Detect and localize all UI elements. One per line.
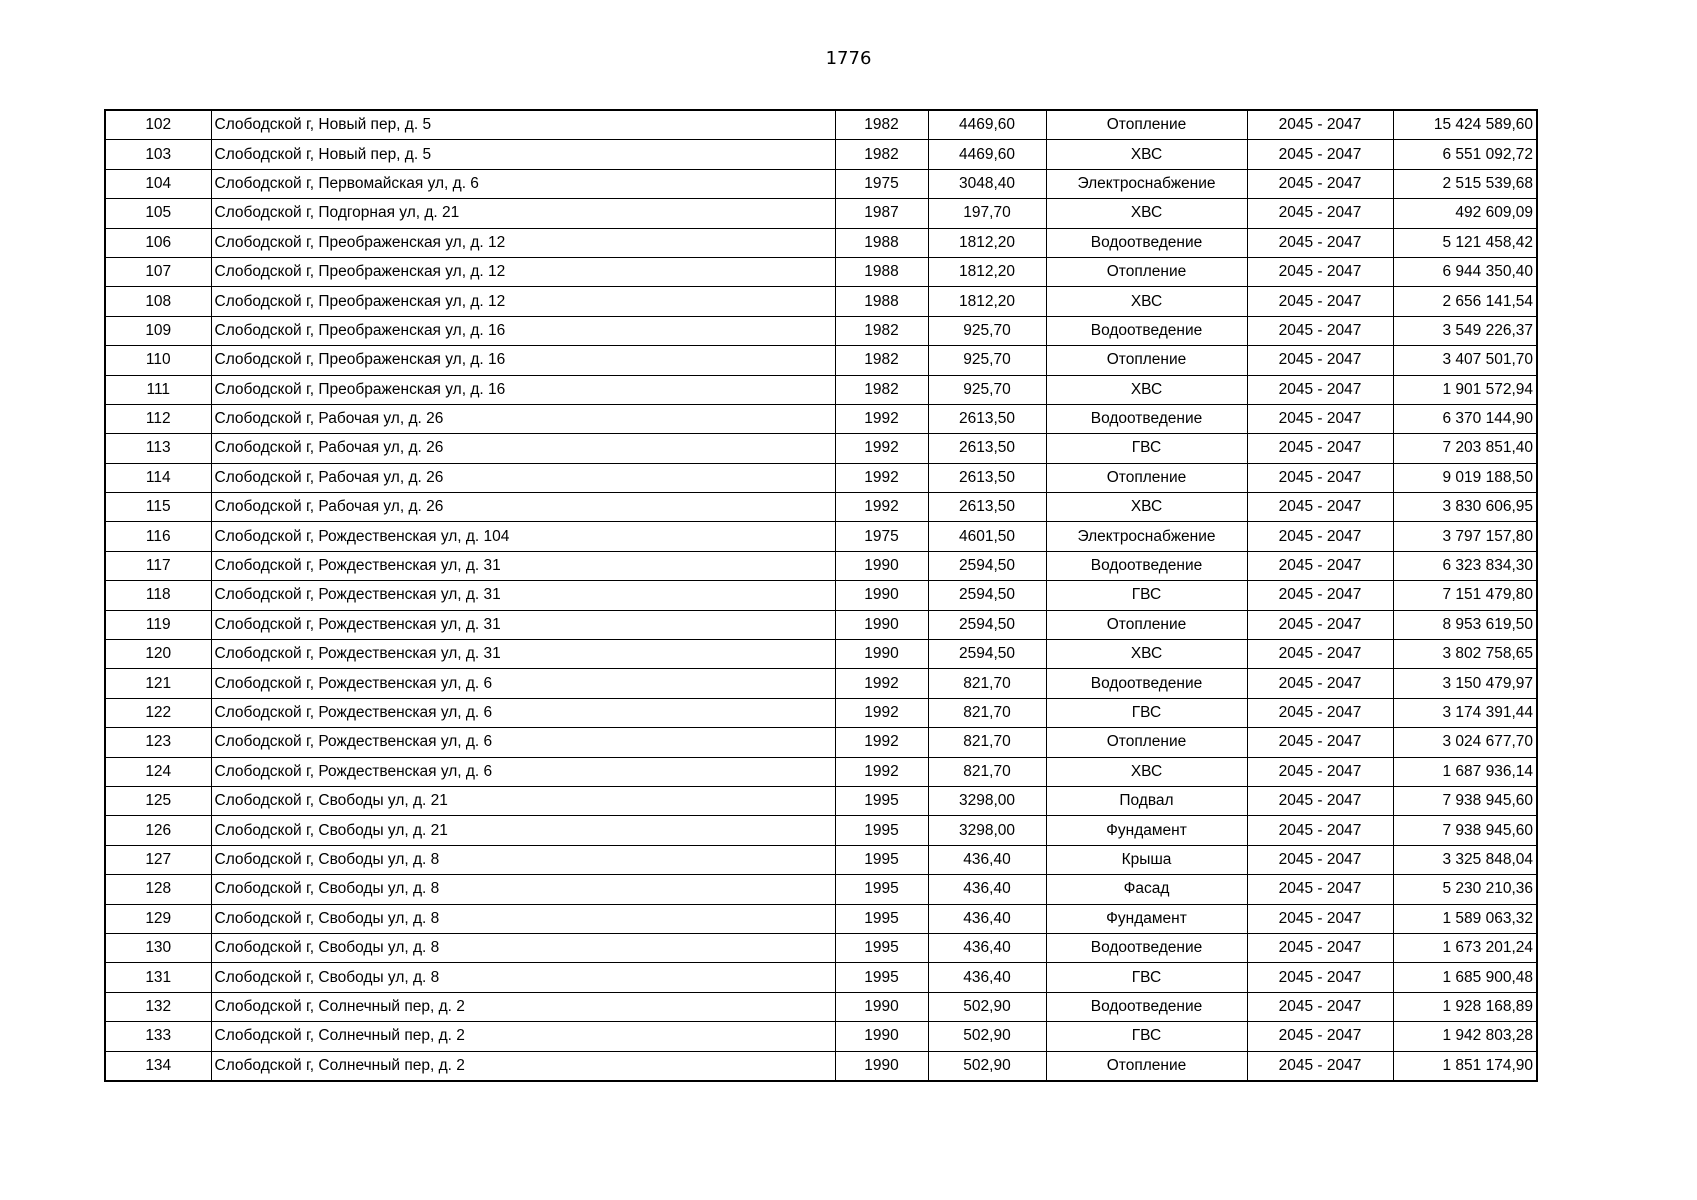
address-cell: Слободской г, Рождественская ул, д. 31 <box>211 610 835 639</box>
work-type-cell: Отопление <box>1046 346 1247 375</box>
area-cell: 502,90 <box>928 992 1046 1021</box>
row-number-cell: 127 <box>105 845 211 874</box>
row-number-cell: 131 <box>105 963 211 992</box>
year-cell: 1992 <box>835 404 928 433</box>
address-cell: Слободской г, Свободы ул, д. 8 <box>211 845 835 874</box>
table-row <box>105 228 1537 257</box>
cost-cell: 1 673 201,24 <box>1393 933 1537 962</box>
cost-cell: 8 953 619,50 <box>1393 610 1537 639</box>
row-number-cell: 114 <box>105 463 211 492</box>
year-cell: 1995 <box>835 786 928 815</box>
address-cell: Слободской г, Рождественская ул, д. 6 <box>211 757 835 786</box>
year-cell: 1990 <box>835 551 928 580</box>
year-cell: 1975 <box>835 169 928 198</box>
area-cell: 197,70 <box>928 199 1046 228</box>
row-number-cell: 134 <box>105 1051 211 1081</box>
row-number-cell: 113 <box>105 434 211 463</box>
cost-cell: 3 407 501,70 <box>1393 346 1537 375</box>
year-cell: 1995 <box>835 904 928 933</box>
period-cell: 2045 - 2047 <box>1247 728 1393 757</box>
period-cell: 2045 - 2047 <box>1247 169 1393 198</box>
address-cell: Слободской г, Солнечный пер, д. 2 <box>211 992 835 1021</box>
address-cell: Слободской г, Подгорная ул, д. 21 <box>211 199 835 228</box>
area-cell: 436,40 <box>928 845 1046 874</box>
table-row <box>105 404 1537 433</box>
address-cell: Слободской г, Новый пер, д. 5 <box>211 140 835 169</box>
page-number: 1776 <box>825 48 872 69</box>
area-cell: 436,40 <box>928 933 1046 962</box>
address-cell: Слободской г, Свободы ул, д. 8 <box>211 963 835 992</box>
work-type-cell: Подвал <box>1046 786 1247 815</box>
work-type-cell: Водоотведение <box>1046 404 1247 433</box>
work-type-cell: ХВС <box>1046 287 1247 316</box>
period-cell: 2045 - 2047 <box>1247 346 1393 375</box>
row-number-cell: 103 <box>105 140 211 169</box>
area-cell: 821,70 <box>928 757 1046 786</box>
area-cell: 2613,50 <box>928 493 1046 522</box>
table-row <box>105 757 1537 786</box>
year-cell: 1988 <box>835 228 928 257</box>
address-cell: Слободской г, Рождественская ул, д. 31 <box>211 640 835 669</box>
area-cell: 2594,50 <box>928 551 1046 580</box>
table-row <box>105 522 1537 551</box>
cost-cell: 1 589 063,32 <box>1393 904 1537 933</box>
cost-cell: 3 797 157,80 <box>1393 522 1537 551</box>
table-row <box>105 933 1537 962</box>
work-type-cell: Водоотведение <box>1046 551 1247 580</box>
year-cell: 1995 <box>835 875 928 904</box>
address-cell: Слободской г, Преображенская ул, д. 12 <box>211 257 835 286</box>
area-cell: 821,70 <box>928 669 1046 698</box>
work-type-cell: Фундамент <box>1046 904 1247 933</box>
year-cell: 1992 <box>835 493 928 522</box>
cost-cell: 3 174 391,44 <box>1393 698 1537 727</box>
work-type-cell: Водоотведение <box>1046 228 1247 257</box>
row-number-cell: 116 <box>105 522 211 551</box>
year-cell: 1990 <box>835 610 928 639</box>
year-cell: 1992 <box>835 669 928 698</box>
row-number-cell: 132 <box>105 992 211 1021</box>
cost-cell: 492 609,09 <box>1393 199 1537 228</box>
cost-cell: 1 901 572,94 <box>1393 375 1537 404</box>
address-cell: Слободской г, Солнечный пер, д. 2 <box>211 1051 835 1081</box>
period-cell: 2045 - 2047 <box>1247 786 1393 815</box>
work-type-cell: Отопление <box>1046 463 1247 492</box>
address-cell: Слободской г, Солнечный пер, д. 2 <box>211 1022 835 1051</box>
row-number-cell: 126 <box>105 816 211 845</box>
period-cell: 2045 - 2047 <box>1247 140 1393 169</box>
cost-cell: 1 928 168,89 <box>1393 992 1537 1021</box>
row-number-cell: 112 <box>105 404 211 433</box>
cost-cell: 6 370 144,90 <box>1393 404 1537 433</box>
row-number-cell: 128 <box>105 875 211 904</box>
year-cell: 1982 <box>835 375 928 404</box>
address-cell: Слободской г, Свободы ул, д. 8 <box>211 904 835 933</box>
cost-cell: 7 938 945,60 <box>1393 786 1537 815</box>
row-number-cell: 124 <box>105 757 211 786</box>
data-table <box>104 109 1538 1082</box>
cost-cell: 5 121 458,42 <box>1393 228 1537 257</box>
table-row <box>105 463 1537 492</box>
work-type-cell: ХВС <box>1046 199 1247 228</box>
table-row <box>105 1022 1537 1051</box>
address-cell: Слободской г, Рождественская ул, д. 6 <box>211 669 835 698</box>
work-type-cell: ХВС <box>1046 757 1247 786</box>
table-row <box>105 140 1537 169</box>
address-cell: Слободской г, Рабочая ул, д. 26 <box>211 493 835 522</box>
table-row <box>105 434 1537 463</box>
address-cell: Слободской г, Рождественская ул, д. 6 <box>211 698 835 727</box>
work-type-cell: Отопление <box>1046 728 1247 757</box>
address-cell: Слободской г, Первомайская ул, д. 6 <box>211 169 835 198</box>
table-row <box>105 845 1537 874</box>
period-cell: 2045 - 2047 <box>1247 404 1393 433</box>
address-cell: Слободской г, Рабочая ул, д. 26 <box>211 404 835 433</box>
period-cell: 2045 - 2047 <box>1247 110 1393 140</box>
period-cell: 2045 - 2047 <box>1247 963 1393 992</box>
year-cell: 1992 <box>835 728 928 757</box>
cost-cell: 7 151 479,80 <box>1393 581 1537 610</box>
row-number-cell: 115 <box>105 493 211 522</box>
area-cell: 436,40 <box>928 904 1046 933</box>
table-row <box>105 816 1537 845</box>
address-cell: Слободской г, Рабочая ул, д. 26 <box>211 434 835 463</box>
row-number-cell: 122 <box>105 698 211 727</box>
cost-cell: 2 515 539,68 <box>1393 169 1537 198</box>
period-cell: 2045 - 2047 <box>1247 228 1393 257</box>
period-cell: 2045 - 2047 <box>1247 1051 1393 1081</box>
cost-cell: 7 203 851,40 <box>1393 434 1537 463</box>
row-number-cell: 109 <box>105 316 211 345</box>
table-row <box>105 257 1537 286</box>
row-number-cell: 105 <box>105 199 211 228</box>
table-row <box>105 199 1537 228</box>
address-cell: Слободской г, Преображенская ул, д. 12 <box>211 287 835 316</box>
year-cell: 1988 <box>835 257 928 286</box>
year-cell: 1982 <box>835 140 928 169</box>
period-cell: 2045 - 2047 <box>1247 434 1393 463</box>
year-cell: 1990 <box>835 581 928 610</box>
work-type-cell: Крыша <box>1046 845 1247 874</box>
work-type-cell: ГВС <box>1046 434 1247 463</box>
year-cell: 1982 <box>835 316 928 345</box>
cost-cell: 15 424 589,60 <box>1393 110 1537 140</box>
year-cell: 1992 <box>835 463 928 492</box>
work-type-cell: Фасад <box>1046 875 1247 904</box>
row-number-cell: 106 <box>105 228 211 257</box>
table-row <box>105 992 1537 1021</box>
area-cell: 4469,60 <box>928 140 1046 169</box>
table-row <box>105 875 1537 904</box>
table-row <box>105 375 1537 404</box>
row-number-cell: 110 <box>105 346 211 375</box>
year-cell: 1990 <box>835 640 928 669</box>
row-number-cell: 121 <box>105 669 211 698</box>
period-cell: 2045 - 2047 <box>1247 551 1393 580</box>
area-cell: 502,90 <box>928 1022 1046 1051</box>
work-type-cell: Отопление <box>1046 1051 1247 1081</box>
cost-cell: 1 685 900,48 <box>1393 963 1537 992</box>
area-cell: 2594,50 <box>928 640 1046 669</box>
address-cell: Слободской г, Преображенская ул, д. 16 <box>211 346 835 375</box>
area-cell: 436,40 <box>928 875 1046 904</box>
year-cell: 1995 <box>835 963 928 992</box>
address-cell: Слободской г, Рождественская ул, д. 31 <box>211 551 835 580</box>
period-cell: 2045 - 2047 <box>1247 257 1393 286</box>
address-cell: Слободской г, Свободы ул, д. 8 <box>211 875 835 904</box>
cost-cell: 5 230 210,36 <box>1393 875 1537 904</box>
address-cell: Слободской г, Свободы ул, д. 8 <box>211 933 835 962</box>
area-cell: 1812,20 <box>928 257 1046 286</box>
year-cell: 1995 <box>835 933 928 962</box>
year-cell: 1992 <box>835 434 928 463</box>
period-cell: 2045 - 2047 <box>1247 1022 1393 1051</box>
area-cell: 1812,20 <box>928 228 1046 257</box>
period-cell: 2045 - 2047 <box>1247 904 1393 933</box>
work-type-cell: Водоотведение <box>1046 669 1247 698</box>
work-type-cell: Водоотведение <box>1046 316 1247 345</box>
year-cell: 1987 <box>835 199 928 228</box>
table-row <box>105 169 1537 198</box>
table-row <box>105 346 1537 375</box>
area-cell: 2613,50 <box>928 404 1046 433</box>
address-cell: Слободской г, Преображенская ул, д. 16 <box>211 316 835 345</box>
row-number-cell: 117 <box>105 551 211 580</box>
work-type-cell: Отопление <box>1046 257 1247 286</box>
year-cell: 1992 <box>835 757 928 786</box>
work-type-cell: ГВС <box>1046 698 1247 727</box>
address-cell: Слободской г, Преображенская ул, д. 12 <box>211 228 835 257</box>
row-number-cell: 133 <box>105 1022 211 1051</box>
cost-cell: 3 325 848,04 <box>1393 845 1537 874</box>
cost-cell: 3 024 677,70 <box>1393 728 1537 757</box>
period-cell: 2045 - 2047 <box>1247 610 1393 639</box>
address-cell: Слободской г, Преображенская ул, д. 16 <box>211 375 835 404</box>
period-cell: 2045 - 2047 <box>1247 640 1393 669</box>
row-number-cell: 130 <box>105 933 211 962</box>
table-row <box>105 493 1537 522</box>
cost-cell: 6 551 092,72 <box>1393 140 1537 169</box>
work-type-cell: Фундамент <box>1046 816 1247 845</box>
work-type-cell: Водоотведение <box>1046 992 1247 1021</box>
row-number-cell: 108 <box>105 287 211 316</box>
area-cell: 2594,50 <box>928 581 1046 610</box>
work-type-cell: ГВС <box>1046 1022 1247 1051</box>
address-cell: Слободской г, Свободы ул, д. 21 <box>211 816 835 845</box>
area-cell: 821,70 <box>928 698 1046 727</box>
table-row <box>105 110 1537 140</box>
area-cell: 502,90 <box>928 1051 1046 1081</box>
period-cell: 2045 - 2047 <box>1247 933 1393 962</box>
work-type-cell: ХВС <box>1046 640 1247 669</box>
table-row <box>105 1051 1537 1081</box>
area-cell: 925,70 <box>928 316 1046 345</box>
year-cell: 1982 <box>835 110 928 140</box>
table-row <box>105 640 1537 669</box>
work-type-cell: Электроснабжение <box>1046 522 1247 551</box>
period-cell: 2045 - 2047 <box>1247 698 1393 727</box>
table-body <box>105 110 1537 1081</box>
table-row <box>105 904 1537 933</box>
period-cell: 2045 - 2047 <box>1247 287 1393 316</box>
area-cell: 436,40 <box>928 963 1046 992</box>
address-cell: Слободской г, Новый пер, д. 5 <box>211 110 835 140</box>
period-cell: 2045 - 2047 <box>1247 992 1393 1021</box>
row-number-cell: 120 <box>105 640 211 669</box>
year-cell: 1990 <box>835 992 928 1021</box>
row-number-cell: 129 <box>105 904 211 933</box>
work-type-cell: Водоотведение <box>1046 933 1247 962</box>
area-cell: 3298,00 <box>928 786 1046 815</box>
area-cell: 4601,50 <box>928 522 1046 551</box>
year-cell: 1992 <box>835 698 928 727</box>
area-cell: 3298,00 <box>928 816 1046 845</box>
cost-cell: 3 802 758,65 <box>1393 640 1537 669</box>
area-cell: 3048,40 <box>928 169 1046 198</box>
work-type-cell: ХВС <box>1046 140 1247 169</box>
table-row <box>105 786 1537 815</box>
table-row <box>105 287 1537 316</box>
area-cell: 1812,20 <box>928 287 1046 316</box>
work-type-cell: ГВС <box>1046 963 1247 992</box>
row-number-cell: 123 <box>105 728 211 757</box>
work-type-cell: ХВС <box>1046 375 1247 404</box>
period-cell: 2045 - 2047 <box>1247 375 1393 404</box>
work-type-cell: Электроснабжение <box>1046 169 1247 198</box>
year-cell: 1995 <box>835 845 928 874</box>
work-type-cell: ХВС <box>1046 493 1247 522</box>
table-row <box>105 728 1537 757</box>
row-number-cell: 119 <box>105 610 211 639</box>
area-cell: 925,70 <box>928 375 1046 404</box>
cost-cell: 3 150 479,97 <box>1393 669 1537 698</box>
year-cell: 1988 <box>835 287 928 316</box>
period-cell: 2045 - 2047 <box>1247 316 1393 345</box>
area-cell: 821,70 <box>928 728 1046 757</box>
table-row <box>105 316 1537 345</box>
cost-cell: 3 549 226,37 <box>1393 316 1537 345</box>
period-cell: 2045 - 2047 <box>1247 199 1393 228</box>
work-type-cell: Отопление <box>1046 110 1247 140</box>
period-cell: 2045 - 2047 <box>1247 522 1393 551</box>
row-number-cell: 111 <box>105 375 211 404</box>
cost-cell: 6 323 834,30 <box>1393 551 1537 580</box>
cost-cell: 6 944 350,40 <box>1393 257 1537 286</box>
period-cell: 2045 - 2047 <box>1247 757 1393 786</box>
period-cell: 2045 - 2047 <box>1247 845 1393 874</box>
cost-cell: 1 851 174,90 <box>1393 1051 1537 1081</box>
cost-cell: 1 687 936,14 <box>1393 757 1537 786</box>
cost-cell: 3 830 606,95 <box>1393 493 1537 522</box>
table-row <box>105 669 1537 698</box>
year-cell: 1975 <box>835 522 928 551</box>
row-number-cell: 102 <box>105 110 211 140</box>
address-cell: Слободской г, Свободы ул, д. 21 <box>211 786 835 815</box>
row-number-cell: 125 <box>105 786 211 815</box>
cost-cell: 7 938 945,60 <box>1393 816 1537 845</box>
address-cell: Слободской г, Рождественская ул, д. 104 <box>211 522 835 551</box>
area-cell: 2613,50 <box>928 434 1046 463</box>
period-cell: 2045 - 2047 <box>1247 581 1393 610</box>
address-cell: Слободской г, Рождественская ул, д. 6 <box>211 728 835 757</box>
area-cell: 925,70 <box>928 346 1046 375</box>
row-number-cell: 104 <box>105 169 211 198</box>
period-cell: 2045 - 2047 <box>1247 463 1393 492</box>
year-cell: 1995 <box>835 816 928 845</box>
work-type-cell: Отопление <box>1046 610 1247 639</box>
row-number-cell: 118 <box>105 581 211 610</box>
area-cell: 4469,60 <box>928 110 1046 140</box>
period-cell: 2045 - 2047 <box>1247 669 1393 698</box>
period-cell: 2045 - 2047 <box>1247 816 1393 845</box>
table-row <box>105 963 1537 992</box>
table-row <box>105 581 1537 610</box>
row-number-cell: 107 <box>105 257 211 286</box>
year-cell: 1982 <box>835 346 928 375</box>
cost-cell: 1 942 803,28 <box>1393 1022 1537 1051</box>
area-cell: 2613,50 <box>928 463 1046 492</box>
cost-cell: 9 019 188,50 <box>1393 463 1537 492</box>
year-cell: 1990 <box>835 1051 928 1081</box>
table-row <box>105 698 1537 727</box>
table-row <box>105 610 1537 639</box>
work-type-cell: ГВС <box>1046 581 1247 610</box>
year-cell: 1990 <box>835 1022 928 1051</box>
period-cell: 2045 - 2047 <box>1247 875 1393 904</box>
address-cell: Слободской г, Рождественская ул, д. 31 <box>211 581 835 610</box>
cost-cell: 2 656 141,54 <box>1393 287 1537 316</box>
area-cell: 2594,50 <box>928 610 1046 639</box>
address-cell: Слободской г, Рабочая ул, д. 26 <box>211 463 835 492</box>
table-row <box>105 551 1537 580</box>
period-cell: 2045 - 2047 <box>1247 493 1393 522</box>
